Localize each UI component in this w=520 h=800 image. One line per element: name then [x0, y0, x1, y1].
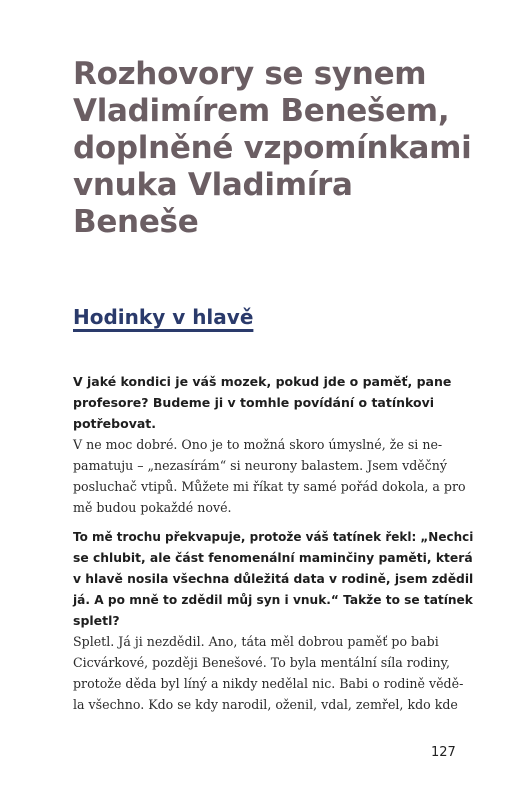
chapter-title — [73, 56, 493, 241]
qa-block-2 — [73, 526, 473, 715]
answer-line: Cicvárkové, později Benešové. To byla mentální síla rodiny, — [73, 655, 451, 670]
title-line: vnuka Vladimíra — [73, 167, 353, 203]
answer-line: mě budou pokaždé nové. — [73, 500, 232, 515]
question-line: spletl? — [73, 613, 120, 628]
answer-1 — [73, 434, 473, 518]
question-line: potřebovat. — [73, 416, 156, 431]
answer-line: pamatuju – „nezasírám“ si neurony balastem. Jsem vděčný — [73, 458, 447, 473]
question-1 — [73, 371, 473, 434]
answer-line: Spletl. Já ji nezdědil. Ano, táta měl dobrou paměť po babi — [73, 634, 439, 649]
question-line: se chlubit, ale část fenomenální maminčiny paměti, která — [73, 550, 473, 565]
question-line: V jaké kondici je váš mozek, pokud jde o paměť, pane — [73, 374, 452, 389]
section-heading: Hodinky v hlavě — [73, 305, 254, 329]
question-line: profesore? Budeme ji v tomhle povídání o tatínkovi — [73, 395, 435, 410]
question-2 — [73, 526, 473, 631]
answer-line: V ne moc dobré. Ono je to možná skoro úmyslné, že si ne- — [73, 437, 443, 452]
question-line: To mě trochu překvapuje, protože váš tatínek řekl: „Nechci — [73, 529, 474, 544]
answer-2 — [73, 631, 473, 715]
page-number: 127 — [431, 745, 456, 760]
question-line: já. A po mně to zdědil můj syn i vnuk.“ Takže to se tatínek — [73, 592, 473, 607]
title-line: Beneše — [73, 204, 199, 240]
answer-line: protože děda byl líný a nikdy nedělal nic. Babi o rodině vědě- — [73, 676, 464, 691]
question-line: v hlavě nosila všechna důležitá data v rodině, jsem zdědil — [73, 571, 474, 586]
title-line: Rozhovory se synem — [73, 56, 427, 92]
answer-line: posluchač vtipů. Můžete mi říkat ty samé pořád dokola, a pro — [73, 479, 466, 494]
title-line: doplněné vzpomínkami — [73, 130, 472, 166]
title-line: Vladimírem Benešem, — [73, 93, 450, 129]
qa-block-1 — [73, 371, 473, 518]
answer-line: la všechno. Kdo se kdy narodil, oženil, vdal, zemřel, kdo kde — [73, 697, 458, 712]
